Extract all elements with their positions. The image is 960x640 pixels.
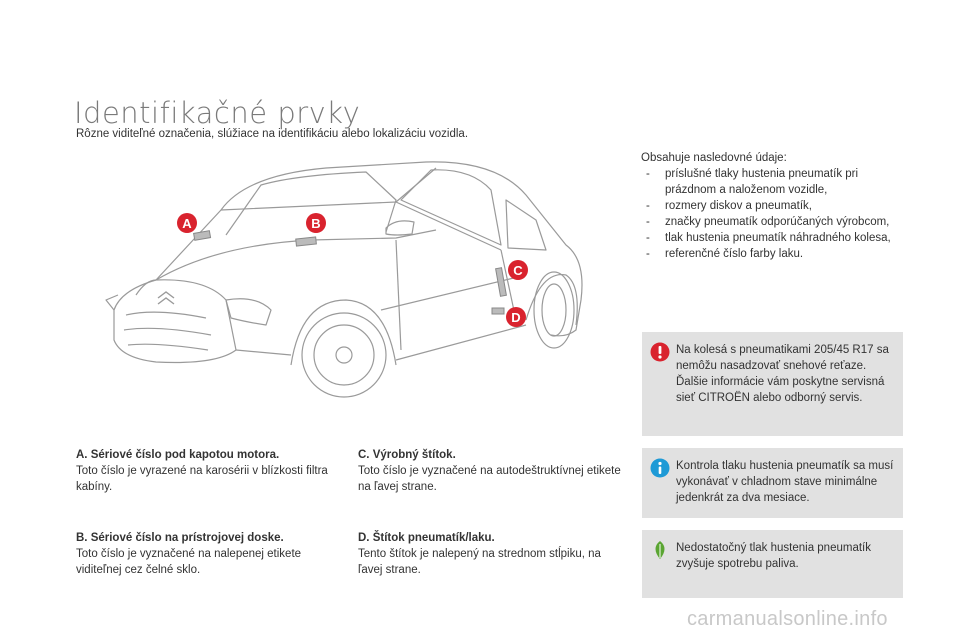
- identifier-a: [76, 447, 346, 495]
- identifier-d: [358, 530, 628, 578]
- eco-note-text: Nedostatočný tlak hustenia pneumatík zvyšuje spotrebu paliva.: [676, 542, 871, 570]
- watermark: carmanualsonline.info: [687, 608, 888, 630]
- marker-b: [306, 213, 326, 233]
- leaf-icon: [650, 540, 670, 560]
- identifier-c: [358, 447, 628, 495]
- car-drawing: [96, 150, 616, 420]
- identifier-a-text: Toto číslo je vyrazené na karosérii v blízkosti filtra kabíny.: [76, 465, 328, 493]
- page-subtitle: Rôzne viditeľné označenia, slúžiace na identifikáciu alebo lokalizáciu vozidla.: [76, 128, 469, 140]
- warning-icon: [650, 342, 670, 362]
- marker-c-label: C: [513, 263, 523, 278]
- list-item: - značky pneumatík odporúčaných výrobcom,: [641, 214, 891, 230]
- tire-info-intro: Obsahuje nasledovné údaje:: [641, 152, 787, 164]
- warning-note-text: Na kolesá s pneumatikami 205/45 R17 sa nemôžu nasadzovať snehové reťaze. Ďalšie informácie vám poskytne servisná sieť CITROËN alebo odborný servis.: [676, 344, 889, 404]
- list-item: - tlak hustenia pneumatík náhradného kolesa,: [641, 230, 891, 246]
- marker-c: [508, 260, 528, 280]
- warning-note: [642, 332, 903, 436]
- page-title: Identifikačné prvky: [74, 96, 361, 130]
- marker-a-label: A: [182, 216, 192, 231]
- marker-d: [506, 307, 526, 327]
- identifier-b-heading: B. Sériové číslo na prístrojovej doske.: [76, 532, 284, 544]
- marker-a: [177, 213, 197, 233]
- identifier-c-text: Toto číslo je vyznačené na autodeštruktívnej etikete na ľavej strane.: [358, 465, 621, 493]
- tire-info-list: [641, 166, 891, 262]
- eco-note: [642, 530, 903, 598]
- info-note-text: Kontrola tlaku hustenia pneumatík sa musí vykonávať v chladnom stave minimálne jedenkrát za dva mesiace.: [676, 460, 894, 504]
- list-item: - rozmery diskov a pneumatík,: [641, 198, 891, 214]
- list-item: - referenčné číslo farby laku.: [641, 246, 891, 262]
- car-illustration: [96, 150, 616, 420]
- identifier-d-heading: D. Štítok pneumatík/laku.: [358, 532, 495, 544]
- marker-b-label: B: [311, 216, 321, 231]
- identifier-a-heading: A. Sériové číslo pod kapotou motora.: [76, 449, 280, 461]
- identifier-b-text: Toto číslo je vyznačené na nalepenej etikete viditeľnej cez čelné sklo.: [76, 548, 302, 576]
- tire-label-info: [641, 150, 891, 262]
- identifier-b: [76, 530, 346, 578]
- identifier-c-heading: C. Výrobný štítok.: [358, 449, 456, 461]
- marker-d-label: D: [511, 310, 521, 325]
- list-item: - príslušné tlaky hustenia pneumatík pri prázdnom a naloženom vozidle,: [641, 166, 891, 198]
- info-note: [642, 448, 903, 518]
- identifier-d-text: Tento štítok je nalepený na strednom stĺpiku, na ľavej strane.: [358, 548, 601, 576]
- info-icon: [650, 458, 670, 478]
